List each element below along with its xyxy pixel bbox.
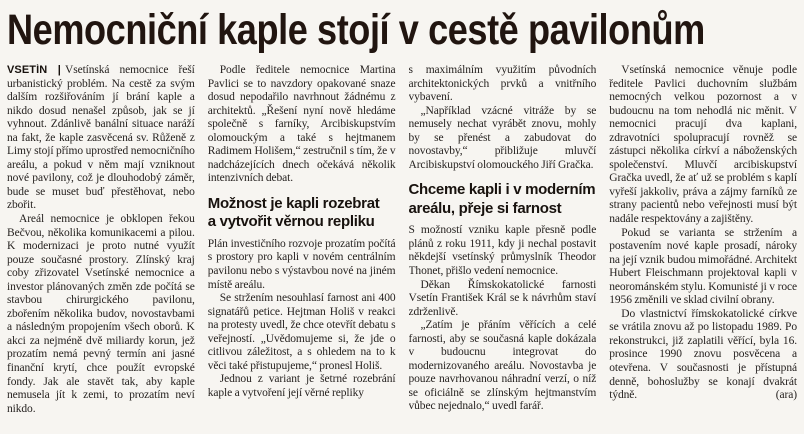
paragraph: Vsetínská nemocnice věnuje podle ředitele Pavlici duchovním službám nemocných velkou pozornost a v budoucnu na tom nehodlá nic měnit. V nemocnici pracují dva kaplani, zdravotníci spolupracují rovněž se zástupci několika církví a náboženských společenství. Mluvčí arcibiskupství Gračka uvedl, že ať už se problém s kaplí vyřeší jakkoliv, práva a zájmy farníků ze strany pacientů nebo veřejnosti musí být nadále respektovány a zajištěny. (609, 64, 797, 226)
paragraph: Jednou z variant je šetrné rozebrání kaple a vytvoření její věrné repliky (207, 373, 396, 399)
paragraph: Areál nemocnice je obklopen řekou Bečvou, několika komunikacemi a pilou. K modernizaci je proto nutné využít pouze současné prostory. Zlínský kraj coby zřizovatel Vsetínské nemocnice a investor plánovaných změn zde počítá se stavbou chirurgického pavilonu, zbořením několika budov, novostavbami a následným propojením všech oborů. K akci za nejméně dvě miliardy korun, jež prozatím nemá pevný termín ani jasné finanční krytí, chce použít evropské fondy. Jak ale stavět tak, aby kaple nemusela jít k zemi, to prozatím neví nikdo. (7, 213, 195, 415)
paragraph: Plán investičního rozvoje prozatím počítá s prostory pro kapli v novém centrálním pavilonu nebo s výstavbou nové na jiném místě areálu. (207, 237, 396, 291)
article-column-3 (409, 64, 597, 430)
paragraph: Podle ředitele nemocnice Martina Pavlici se to navzdory opakované snaze dosud nepodařilo navrhnout žádnému z architektů. „Řešení nyní nově hledáme společně s farníky, Arcibiskupstvím olomouckým a také s hejtmanem Radimem Holišem,“ zestručnil s tím, že v nadcházejících dnech očekává několik intenzivních debat. (207, 64, 396, 185)
paragraph-text: Do vlastnictví římskokatolické církve se vrátila znovu až po listopadu 1989. Po rekonstrukci, již zaplatili věřící, byla 16. prosince 1990 znovu posvěcena a otevřena. V současnosti je přístupná denně, bohoslužby se konají dvakrát týdně. (609, 307, 797, 402)
headline: Nemocniční kaple stojí v cestě pavilonům (7, 6, 705, 54)
article-body (7, 64, 797, 430)
paragraph: „Zatím je přáním věřících a celé farnosti, aby se současná kaple dokázala v budoucnu integrovat do modernizovaného areálu. Novostavba je pouze navrhovanou náhradní verzí, o níž se oficiálně se zlínským hejtmanstvím vůbec nejednalo,“ uvedl farář. (408, 319, 597, 413)
subhead-parish-wish (409, 181, 597, 218)
paragraph: Děkan Římskokatolické farnosti Vsetín František Král se k návrhům staví zdrženlivě. (408, 278, 597, 318)
paragraph: S možností vzniku kaple přesně podle plánů z roku 1911, kdy ji nechal postavit někdejší vsetínský průmyslník Theodor Thonet, přišlo vedení nemocnice. (408, 224, 597, 278)
paragraph: s maximálním využitím původních architektonických prvků a vnitřního vybavení. (408, 64, 597, 104)
paragraph: Se stržením nesouhlasí farnost ani 400 signatářů petice. Hejtman Holiš v reakci na protesty uvedl, že chce otevřít debatu s veřejností. „Uvědomujeme si, že jde o citlivou záležitost, a s ohledem na to k věci také přistupujeme,“ pronesl Holiš. (207, 292, 396, 372)
subhead-rebuild-replica (208, 195, 396, 232)
subhead-line: areálu, přeje si farnost (408, 199, 562, 217)
paragraph (7, 64, 195, 213)
author-signature: (ara) (775, 389, 797, 402)
subhead-line: Možnost je kapli rozebrat (207, 194, 380, 212)
article-column-4 (609, 64, 797, 430)
paragraph (609, 308, 797, 403)
paragraph-text: Vsetínská nemocnice řeší urbanistický problém. Na cestě za svým dalším rozšiřováním jí brání kaple a nikdo dosud nenašel způsob, jak se jí vyhnout. Zdánlivě banální situace naráží na fakt, že kaple zasvěcená sv. Růženě z Limy stojí přímo uprostřed nemocničního areálu, a pokud v něm mají vzniknout nové pavilony, což je dlouhodobý záměr, bude se muset buď přestěhovat, nebo zbořit. (7, 64, 195, 212)
article-column-2 (208, 64, 396, 430)
subhead-line: a vytvořit věrnou repliku (207, 213, 375, 231)
subhead-line: Chceme kapli i v moderním (408, 181, 596, 199)
article-column-1 (7, 64, 195, 430)
dateline: VSETÍN | (7, 64, 61, 76)
paragraph: Pokud se varianta se stržením a postavením nové kaple prosadí, nároky na její vznik budou mimořádné. Architekt Hubert Fleischmann projektoval kapli v neorománském stylu. Komunisté ji v roce 1956 změnili ve sklad civilní obrany. (609, 226, 797, 307)
paragraph: „Například vzácné vitráže by se nemusely nechat vyrábět znovu, mohly by se přenést a zabudovat do novostavby,“ přibližuje mluvčí Arcibiskupství olomouckého Jiří Gračka. (408, 104, 597, 171)
